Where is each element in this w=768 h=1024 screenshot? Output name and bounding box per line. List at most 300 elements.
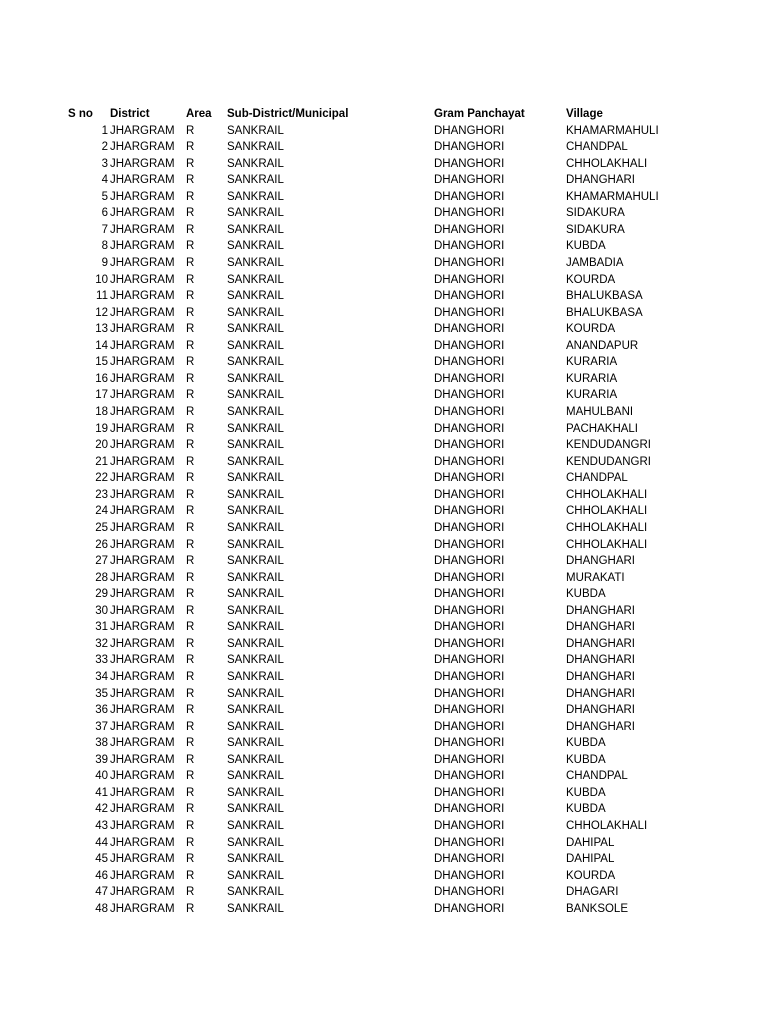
cell-gram-panchayat: DHANGHORI [434, 323, 505, 336]
cell-gram-panchayat: DHANGHORI [434, 853, 505, 866]
table-row [0, 586, 768, 603]
cell-gram-panchayat: DHANGHORI [434, 521, 505, 534]
cell-subdistrict: SANKRAIL [227, 538, 284, 551]
cell-gram-panchayat: DHANGHORI [434, 704, 505, 717]
cell-village: DHANGHARI [566, 654, 636, 667]
cell-area: R [186, 521, 195, 534]
cell-sno: 7 [101, 223, 108, 236]
table-row [0, 454, 768, 471]
cell-sno: 8 [101, 240, 108, 253]
cell-gram-panchayat: DHANGHORI [434, 174, 505, 187]
cell-gram-panchayat: DHANGHORI [434, 720, 505, 733]
cell-area: R [186, 637, 195, 650]
cell-district: JHARGRAM [110, 737, 175, 750]
cell-gram-panchayat: DHANGHORI [434, 223, 505, 236]
cell-area: R [186, 687, 195, 700]
table-row [0, 387, 768, 404]
cell-sno: 4 [101, 174, 108, 187]
cell-subdistrict: SANKRAIL [227, 124, 284, 137]
table-row [0, 139, 768, 156]
cell-village: CHHOLAKHALI [566, 521, 648, 534]
cell-area: R [186, 505, 195, 518]
cell-sno: 43 [95, 820, 108, 833]
table-row [0, 470, 768, 487]
cell-village: KOURDA [566, 323, 616, 336]
cell-district: JHARGRAM [110, 157, 175, 170]
table-row [0, 603, 768, 620]
cell-subdistrict: SANKRAIL [227, 372, 284, 385]
cell-district: JHARGRAM [110, 538, 175, 551]
cell-area: R [186, 256, 195, 269]
cell-gram-panchayat: DHANGHORI [434, 886, 505, 899]
cell-subdistrict: SANKRAIL [227, 571, 284, 584]
cell-gram-panchayat: DHANGHORI [434, 538, 505, 551]
cell-subdistrict: SANKRAIL [227, 820, 284, 833]
cell-subdistrict: SANKRAIL [227, 505, 284, 518]
cell-district: JHARGRAM [110, 521, 175, 534]
cell-gram-panchayat: DHANGHORI [434, 803, 505, 816]
table-row [0, 371, 768, 388]
cell-area: R [186, 571, 195, 584]
cell-area: R [186, 223, 195, 236]
cell-sno: 14 [95, 339, 108, 352]
cell-sno: 46 [95, 869, 108, 882]
cell-subdistrict: SANKRAIL [227, 256, 284, 269]
cell-sno: 30 [95, 604, 108, 617]
cell-district: JHARGRAM [110, 306, 175, 319]
cell-village: ANANDAPUR [566, 339, 639, 352]
cell-district: JHARGRAM [110, 174, 175, 187]
cell-sno: 42 [95, 803, 108, 816]
cell-area: R [186, 720, 195, 733]
table-row [0, 570, 768, 587]
cell-village: KHAMARMAHULI [566, 124, 659, 137]
cell-gram-panchayat: DHANGHORI [434, 621, 505, 634]
cell-sno: 37 [95, 720, 108, 733]
cell-sno: 38 [95, 737, 108, 750]
cell-district: JHARGRAM [110, 323, 175, 336]
cell-sno: 2 [101, 141, 108, 154]
cell-district: JHARGRAM [110, 273, 175, 286]
cell-village: KHAMARMAHULI [566, 190, 659, 203]
cell-gram-panchayat: DHANGHORI [434, 190, 505, 203]
cell-district: JHARGRAM [110, 654, 175, 667]
cell-district: JHARGRAM [110, 406, 175, 419]
cell-area: R [186, 323, 195, 336]
cell-sno: 39 [95, 753, 108, 766]
table-row [0, 669, 768, 686]
cell-subdistrict: SANKRAIL [227, 323, 284, 336]
cell-district: JHARGRAM [110, 141, 175, 154]
cell-subdistrict: SANKRAIL [227, 521, 284, 534]
table-row [0, 321, 768, 338]
cell-area: R [186, 174, 195, 187]
cell-subdistrict: SANKRAIL [227, 472, 284, 485]
cell-district: JHARGRAM [110, 389, 175, 402]
cell-sno: 23 [95, 488, 108, 501]
cell-subdistrict: SANKRAIL [227, 687, 284, 700]
cell-gram-panchayat: DHANGHORI [434, 737, 505, 750]
cell-sno: 48 [95, 902, 108, 915]
cell-area: R [186, 621, 195, 634]
table-row [0, 487, 768, 504]
table-row [0, 238, 768, 255]
cell-gram-panchayat: DHANGHORI [434, 571, 505, 584]
cell-gram-panchayat: DHANGHORI [434, 472, 505, 485]
cell-area: R [186, 240, 195, 253]
cell-sno: 34 [95, 670, 108, 683]
cell-village: DHANGHARI [566, 621, 636, 634]
cell-subdistrict: SANKRAIL [227, 836, 284, 849]
cell-gram-panchayat: DHANGHORI [434, 356, 505, 369]
cell-village: KUBDA [566, 753, 606, 766]
table-row [0, 818, 768, 835]
cell-sno: 6 [101, 207, 108, 220]
table-row [0, 553, 768, 570]
header-sno: S no [68, 108, 93, 120]
cell-area: R [186, 339, 195, 352]
cell-district: JHARGRAM [110, 290, 175, 303]
cell-district: JHARGRAM [110, 704, 175, 717]
cell-village: KURARIA [566, 356, 618, 369]
table-row [0, 172, 768, 189]
cell-subdistrict: SANKRAIL [227, 356, 284, 369]
table-row [0, 520, 768, 537]
cell-sno: 5 [101, 190, 108, 203]
cell-area: R [186, 124, 195, 137]
cell-area: R [186, 406, 195, 419]
cell-district: JHARGRAM [110, 604, 175, 617]
cell-district: JHARGRAM [110, 902, 175, 915]
cell-district: JHARGRAM [110, 339, 175, 352]
table-row [0, 503, 768, 520]
cell-area: R [186, 737, 195, 750]
cell-area: R [186, 836, 195, 849]
cell-district: JHARGRAM [110, 555, 175, 568]
cell-gram-panchayat: DHANGHORI [434, 157, 505, 170]
cell-area: R [186, 654, 195, 667]
cell-village: KUBDA [566, 737, 606, 750]
cell-area: R [186, 786, 195, 799]
cell-village: DHANGHARI [566, 704, 636, 717]
cell-subdistrict: SANKRAIL [227, 604, 284, 617]
cell-gram-panchayat: DHANGHORI [434, 869, 505, 882]
cell-village: KUBDA [566, 803, 606, 816]
cell-district: JHARGRAM [110, 223, 175, 236]
cell-subdistrict: SANKRAIL [227, 621, 284, 634]
cell-village: DAHIPAL [566, 836, 615, 849]
cell-gram-panchayat: DHANGHORI [434, 256, 505, 269]
cell-district: JHARGRAM [110, 356, 175, 369]
cell-district: JHARGRAM [110, 670, 175, 683]
cell-district: JHARGRAM [110, 124, 175, 137]
cell-district: JHARGRAM [110, 240, 175, 253]
cell-district: JHARGRAM [110, 588, 175, 601]
cell-district: JHARGRAM [110, 422, 175, 435]
cell-subdistrict: SANKRAIL [227, 737, 284, 750]
cell-subdistrict: SANKRAIL [227, 786, 284, 799]
cell-area: R [186, 538, 195, 551]
table-row [0, 205, 768, 222]
cell-area: R [186, 356, 195, 369]
cell-subdistrict: SANKRAIL [227, 753, 284, 766]
cell-village: DHANGHARI [566, 670, 636, 683]
cell-village: KOURDA [566, 273, 616, 286]
cell-sno: 3 [101, 157, 108, 170]
table-row [0, 835, 768, 852]
cell-area: R [186, 141, 195, 154]
cell-gram-panchayat: DHANGHORI [434, 555, 505, 568]
cell-gram-panchayat: DHANGHORI [434, 902, 505, 915]
cell-village: PACHAKHALI [566, 422, 639, 435]
cell-subdistrict: SANKRAIL [227, 290, 284, 303]
cell-gram-panchayat: DHANGHORI [434, 290, 505, 303]
cell-village: DHANGHARI [566, 555, 636, 568]
cell-village: JAMBADIA [566, 256, 624, 269]
cell-district: JHARGRAM [110, 720, 175, 733]
cell-subdistrict: SANKRAIL [227, 273, 284, 286]
cell-area: R [186, 555, 195, 568]
table-row [0, 272, 768, 289]
cell-gram-panchayat: DHANGHORI [434, 687, 505, 700]
cell-area: R [186, 820, 195, 833]
cell-subdistrict: SANKRAIL [227, 207, 284, 220]
cell-area: R [186, 902, 195, 915]
cell-gram-panchayat: DHANGHORI [434, 207, 505, 220]
cell-sno: 12 [95, 306, 108, 319]
cell-subdistrict: SANKRAIL [227, 704, 284, 717]
cell-sno: 35 [95, 687, 108, 700]
table-row [0, 901, 768, 918]
cell-sno: 15 [95, 356, 108, 369]
cell-subdistrict: SANKRAIL [227, 670, 284, 683]
cell-sno: 31 [95, 621, 108, 634]
cell-village: MURAKATI [566, 571, 625, 584]
cell-sno: 41 [95, 786, 108, 799]
cell-area: R [186, 588, 195, 601]
cell-gram-panchayat: DHANGHORI [434, 786, 505, 799]
table-row [0, 785, 768, 802]
table-row [0, 702, 768, 719]
cell-sno: 44 [95, 836, 108, 849]
cell-subdistrict: SANKRAIL [227, 306, 284, 319]
cell-subdistrict: SANKRAIL [227, 141, 284, 154]
cell-village: DHANGHARI [566, 687, 636, 700]
cell-gram-panchayat: DHANGHORI [434, 670, 505, 683]
cell-sno: 33 [95, 654, 108, 667]
table-row [0, 255, 768, 272]
cell-district: JHARGRAM [110, 439, 175, 452]
cell-gram-panchayat: DHANGHORI [434, 505, 505, 518]
header-village: Village [566, 108, 603, 120]
cell-subdistrict: SANKRAIL [227, 853, 284, 866]
table-row [0, 123, 768, 140]
table-row [0, 537, 768, 554]
cell-village: CHHOLAKHALI [566, 505, 648, 518]
cell-area: R [186, 207, 195, 220]
cell-village: KOURDA [566, 869, 616, 882]
cell-subdistrict: SANKRAIL [227, 803, 284, 816]
cell-subdistrict: SANKRAIL [227, 389, 284, 402]
table-row [0, 735, 768, 752]
cell-village: KURARIA [566, 372, 618, 385]
cell-subdistrict: SANKRAIL [227, 488, 284, 501]
table-row [0, 868, 768, 885]
cell-sno: 18 [95, 406, 108, 419]
cell-subdistrict: SANKRAIL [227, 720, 284, 733]
table-row [0, 437, 768, 454]
cell-sno: 13 [95, 323, 108, 336]
cell-area: R [186, 886, 195, 899]
cell-area: R [186, 803, 195, 816]
cell-district: JHARGRAM [110, 637, 175, 650]
table-row [0, 768, 768, 785]
cell-village: BANKSOLE [566, 902, 628, 915]
cell-area: R [186, 488, 195, 501]
cell-area: R [186, 455, 195, 468]
cell-gram-panchayat: DHANGHORI [434, 439, 505, 452]
cell-sno: 25 [95, 521, 108, 534]
cell-gram-panchayat: DHANGHORI [434, 124, 505, 137]
table-row [0, 354, 768, 371]
table-row [0, 421, 768, 438]
cell-district: JHARGRAM [110, 372, 175, 385]
cell-area: R [186, 190, 195, 203]
cell-sno: 40 [95, 770, 108, 783]
cell-area: R [186, 290, 195, 303]
cell-village: KUBDA [566, 786, 606, 799]
table-header-row [0, 106, 768, 123]
cell-subdistrict: SANKRAIL [227, 240, 284, 253]
cell-area: R [186, 389, 195, 402]
cell-village: CHANDPAL [566, 770, 628, 783]
cell-gram-panchayat: DHANGHORI [434, 654, 505, 667]
cell-gram-panchayat: DHANGHORI [434, 422, 505, 435]
table-row [0, 652, 768, 669]
cell-village: CHANDPAL [566, 472, 628, 485]
table-row [0, 619, 768, 636]
cell-subdistrict: SANKRAIL [227, 406, 284, 419]
cell-sno: 10 [95, 273, 108, 286]
cell-village: KURARIA [566, 389, 618, 402]
cell-area: R [186, 422, 195, 435]
cell-gram-panchayat: DHANGHORI [434, 240, 505, 253]
cell-area: R [186, 604, 195, 617]
cell-area: R [186, 439, 195, 452]
cell-district: JHARGRAM [110, 836, 175, 849]
cell-gram-panchayat: DHANGHORI [434, 637, 505, 650]
cell-area: R [186, 869, 195, 882]
cell-gram-panchayat: DHANGHORI [434, 455, 505, 468]
cell-village: DHANGHARI [566, 604, 636, 617]
cell-area: R [186, 157, 195, 170]
cell-gram-panchayat: DHANGHORI [434, 770, 505, 783]
cell-village: DHANGHARI [566, 174, 636, 187]
cell-district: JHARGRAM [110, 753, 175, 766]
cell-subdistrict: SANKRAIL [227, 455, 284, 468]
header-district: District [110, 108, 150, 120]
cell-area: R [186, 372, 195, 385]
cell-gram-panchayat: DHANGHORI [434, 836, 505, 849]
cell-subdistrict: SANKRAIL [227, 555, 284, 568]
cell-sno: 17 [95, 389, 108, 402]
cell-sno: 26 [95, 538, 108, 551]
cell-gram-panchayat: DHANGHORI [434, 306, 505, 319]
cell-village: CHANDPAL [566, 141, 628, 154]
cell-area: R [186, 853, 195, 866]
cell-area: R [186, 704, 195, 717]
cell-district: JHARGRAM [110, 621, 175, 634]
cell-subdistrict: SANKRAIL [227, 886, 284, 899]
cell-district: JHARGRAM [110, 853, 175, 866]
cell-gram-panchayat: DHANGHORI [434, 820, 505, 833]
cell-sno: 47 [95, 886, 108, 899]
cell-sno: 27 [95, 555, 108, 568]
cell-sno: 16 [95, 372, 108, 385]
cell-area: R [186, 670, 195, 683]
table-row [0, 801, 768, 818]
cell-district: JHARGRAM [110, 869, 175, 882]
table-row [0, 752, 768, 769]
cell-village: KENDUDANGRI [566, 439, 651, 452]
cell-district: JHARGRAM [110, 571, 175, 584]
cell-sno: 9 [101, 256, 108, 269]
cell-subdistrict: SANKRAIL [227, 223, 284, 236]
cell-gram-panchayat: DHANGHORI [434, 488, 505, 501]
cell-sno: 19 [95, 422, 108, 435]
cell-village: CHHOLAKHALI [566, 157, 648, 170]
cell-sno: 29 [95, 588, 108, 601]
cell-village: SIDAKURA [566, 223, 625, 236]
cell-district: JHARGRAM [110, 820, 175, 833]
cell-district: JHARGRAM [110, 488, 175, 501]
cell-subdistrict: SANKRAIL [227, 654, 284, 667]
cell-area: R [186, 306, 195, 319]
cell-sno: 22 [95, 472, 108, 485]
cell-gram-panchayat: DHANGHORI [434, 339, 505, 352]
cell-district: JHARGRAM [110, 472, 175, 485]
cell-subdistrict: SANKRAIL [227, 422, 284, 435]
cell-district: JHARGRAM [110, 687, 175, 700]
cell-village: DAHIPAL [566, 853, 615, 866]
cell-sno: 36 [95, 704, 108, 717]
cell-gram-panchayat: DHANGHORI [434, 604, 505, 617]
cell-village: CHHOLAKHALI [566, 538, 648, 551]
cell-subdistrict: SANKRAIL [227, 157, 284, 170]
cell-village: MAHULBANI [566, 406, 634, 419]
cell-district: JHARGRAM [110, 505, 175, 518]
cell-area: R [186, 753, 195, 766]
cell-village: KUBDA [566, 240, 606, 253]
cell-village: CHHOLAKHALI [566, 488, 648, 501]
cell-sno: 11 [96, 290, 108, 303]
cell-village: DHANGHARI [566, 637, 636, 650]
cell-subdistrict: SANKRAIL [227, 637, 284, 650]
table-row [0, 636, 768, 653]
table-row [0, 404, 768, 421]
header-subdistrict: Sub-District/Municipal [227, 108, 349, 120]
cell-sno: 1 [101, 124, 108, 137]
cell-district: JHARGRAM [110, 190, 175, 203]
cell-area: R [186, 472, 195, 485]
header-gram-panchayat: Gram Panchayat [434, 108, 525, 120]
cell-village: BHALUKBASA [566, 290, 643, 303]
cell-subdistrict: SANKRAIL [227, 174, 284, 187]
cell-gram-panchayat: DHANGHORI [434, 753, 505, 766]
table-row [0, 338, 768, 355]
cell-sno: 32 [95, 637, 108, 650]
cell-subdistrict: SANKRAIL [227, 588, 284, 601]
